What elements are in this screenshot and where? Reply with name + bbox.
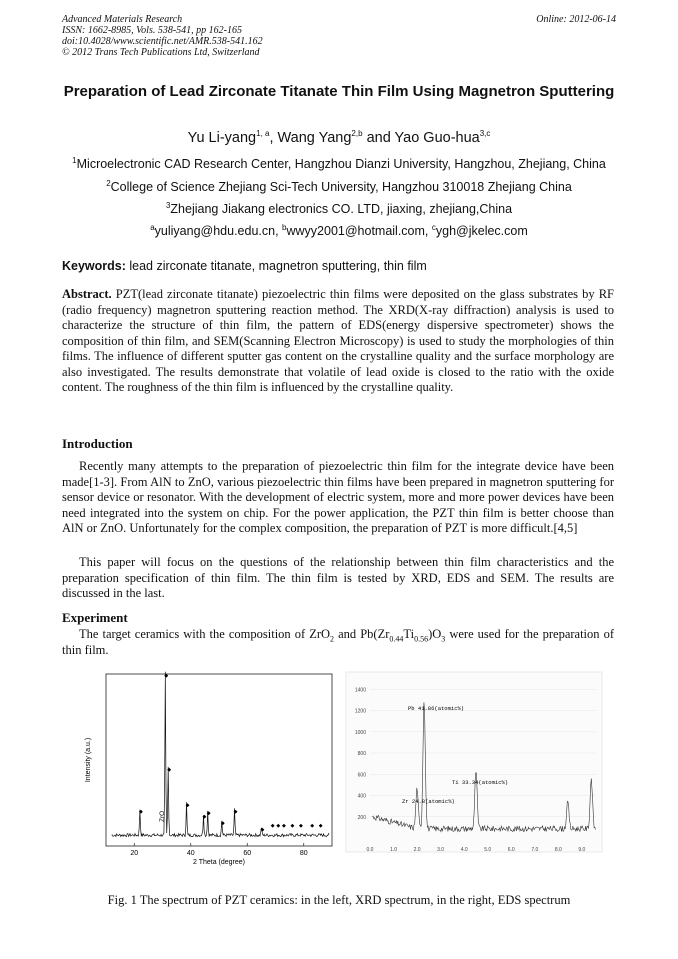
keywords-text: lead zirconate titanate, magnetron sputtering, thin film bbox=[125, 259, 427, 273]
xrd-peak-marker: ◆ bbox=[167, 767, 172, 773]
exp-sub-3: 0.56 bbox=[414, 634, 429, 644]
exp-sub-4: 3 bbox=[441, 634, 446, 644]
keywords bbox=[62, 259, 616, 273]
figure-1 bbox=[84, 670, 604, 870]
author-1-sup: 1, a bbox=[256, 129, 270, 139]
figure-1-caption: Fig. 1 The spectrum of PZT ceramics: in the left, XRD spectrum, in the right, EDS spectrum bbox=[107, 893, 571, 907]
eds-y-tick-label: 200 bbox=[357, 814, 366, 821]
xrd-tick-label: 40 bbox=[186, 850, 195, 857]
exp-text-e: were used for the preparation of thin film. bbox=[62, 627, 615, 657]
online-date: Online: 2012-06-14 bbox=[536, 14, 616, 25]
xrd-spectrum-line bbox=[112, 672, 330, 837]
eds-label-pb: Pb 41.86(atomic%) bbox=[408, 705, 465, 712]
xrd-tick-label: 20 bbox=[130, 850, 139, 857]
eds-x-tick-label: 6.0 bbox=[507, 847, 515, 853]
affiliation-1 bbox=[62, 157, 616, 171]
xrd-panel bbox=[85, 672, 332, 866]
xrd-zro-label: ZrO bbox=[159, 810, 166, 822]
xrd-peak-marker: ◆ bbox=[164, 674, 169, 679]
xrd-peak-marker: ◆ bbox=[290, 824, 295, 830]
xrd-tick-label: 60 bbox=[243, 850, 252, 857]
affiliation-1-sup: 1 bbox=[72, 155, 77, 165]
xrd-peak-marker: ◆ bbox=[260, 827, 265, 833]
affiliation-2-sup: 2 bbox=[106, 178, 111, 188]
author-3: and Yao Guo-hua bbox=[362, 130, 480, 146]
xrd-peak-marker: ◆ bbox=[276, 824, 281, 830]
xrd-x-label: 2 Theta (degree) bbox=[192, 859, 246, 866]
eds-x-tick-label: 9.0 bbox=[578, 847, 586, 853]
xrd-peak-marker: ◆ bbox=[318, 824, 323, 830]
xrd-peak-marker: ◆ bbox=[220, 821, 225, 827]
xrd-peak-marker: ◆ bbox=[206, 811, 211, 817]
xrd-peak-marker: ◆ bbox=[310, 824, 315, 830]
affiliation-1-text: Microelectronic CAD Research Center, Hangzhou Dianzi University, Hangzhou, Zhejiang, China bbox=[76, 157, 606, 171]
journal-header bbox=[62, 14, 616, 58]
eds-y-tick-label: 1400 bbox=[354, 687, 366, 694]
abstract-text: PZT(lead zirconate titanate) piezoelectric thin films were deposited on the glass substrates by RF (radio frequency) magnetron sputtering reaction method. The XRD(X-ray diffraction) analysis is used to characterize the structure of thin film, the pattern of EDS(energy dispersive spectrometer) shows the composition of thin film, and SEM(Scanning Electron Microscopy) is used to study the morphologies of thin films. The influence of different sputter gas content on the crystalline quality and the surface morphology are also investigated. The results demonstrate that volatile of lead oxide is closed to the ratio with the oxide content. The roughness of the thin film is influenced by the crystalline quality. bbox=[62, 287, 614, 394]
copyright: © 2012 Trans Tech Publications Ltd, Switzerland bbox=[62, 47, 260, 58]
author-3-sup: 3,c bbox=[479, 129, 491, 139]
author-emails bbox=[62, 224, 616, 238]
email-b-sup: b bbox=[282, 222, 287, 232]
eds-x-tick-label: 1.0 bbox=[390, 847, 398, 853]
figure-1-graphic bbox=[84, 670, 604, 870]
affiliation-3 bbox=[62, 202, 616, 216]
issn: ISSN: 1662-8985, Vols. 538-541, pp 162-165 bbox=[62, 25, 242, 36]
affiliation-2 bbox=[62, 180, 616, 194]
xrd-peak-marker: ◆ bbox=[233, 810, 238, 816]
eds-x-tick-label: 2.0 bbox=[413, 847, 421, 853]
xrd-peak-marker: ◆ bbox=[138, 810, 143, 816]
keywords-label: Keywords: bbox=[62, 259, 126, 273]
xrd-x-ticks bbox=[130, 843, 307, 857]
affiliation-3-sup: 3 bbox=[165, 200, 171, 210]
exp-text-a: The target ceramics with the composition of ZrO bbox=[79, 627, 331, 641]
eds-x-tick-label: 0.0 bbox=[366, 847, 374, 853]
journal-name: Advanced Materials Research bbox=[62, 14, 183, 25]
experiment-paragraph-1 bbox=[62, 627, 614, 658]
eds-x-tick-label: 4.0 bbox=[460, 847, 468, 853]
email-a[interactable]: yuliyang@hdu.edu.cn, bbox=[154, 224, 283, 238]
eds-label-zr: Zr 24.8(atomic%) bbox=[402, 798, 455, 805]
xrd-y-label: Intensity (a.u.) bbox=[85, 737, 92, 783]
abstract bbox=[62, 287, 614, 396]
author-2: , Wang Yang bbox=[269, 130, 352, 146]
eds-y-tick-label: 800 bbox=[357, 751, 366, 758]
xrd-peak-marker: ◆ bbox=[298, 824, 303, 830]
email-b[interactable]: wwyy2001@hotmail.com, bbox=[286, 224, 432, 238]
exp-text-c: Ti bbox=[403, 627, 415, 641]
email-c-sup: c bbox=[431, 222, 436, 232]
xrd-peak-marker: ◆ bbox=[185, 803, 190, 809]
xrd-peak-marker: ◆ bbox=[270, 824, 275, 830]
xrd-peak-marker: ◆ bbox=[282, 824, 286, 830]
author-list bbox=[62, 130, 616, 146]
eds-y-tick-label: 400 bbox=[357, 793, 366, 800]
exp-text-b: and Pb(Zr bbox=[334, 627, 390, 641]
eds-panel bbox=[346, 672, 602, 853]
eds-y-tick-label: 600 bbox=[357, 772, 366, 779]
introduction-paragraph-1: Recently many attempts to the preparation of piezoelectric thin film for the integrate device have been made[1-3]. From AlN to ZnO, various piezoelectric thin films have been prepared in magnetron sputtering for sensor device or resonator. With the development of electric system, more and more power devices have been need integrated into the system on chip. For the power application, the PZT thin film is better choose than AlN or ZnO. Unfortunately for the complex composition, the preparation of PZT is more difficult.[4,5] bbox=[62, 459, 614, 535]
xrd-tick-label: 80 bbox=[299, 850, 308, 857]
email-c[interactable]: ygh@jkelec.com bbox=[435, 224, 528, 238]
affiliation-3-text: Zhejiang Jiakang electronics CO. LTD, jiaxing, zhejiang,China bbox=[170, 202, 513, 216]
xrd-peak-marker: ◆ bbox=[202, 814, 207, 820]
eds-y-tick-label: 1000 bbox=[354, 729, 366, 736]
experiment-heading: Experiment bbox=[62, 610, 128, 625]
email-a-sup: a bbox=[150, 222, 155, 232]
eds-label-ti: Ti 33.34(atomic%) bbox=[452, 779, 509, 786]
paper-title: Preparation of Lead Zirconate Titanate Thin Film Using Magnetron Sputtering bbox=[63, 83, 615, 100]
eds-x-tick-label: 5.0 bbox=[484, 847, 492, 853]
eds-x-tick-label: 7.0 bbox=[531, 847, 539, 853]
affiliation-2-text: College of Science Zhejiang Sci-Tech University, Hangzhou 310018 Zhejiang China bbox=[110, 180, 572, 194]
author-1: Yu Li-yang bbox=[187, 130, 257, 146]
doi: doi:10.4028/www.scientific.net/AMR.538-541.162 bbox=[62, 36, 263, 47]
introduction-heading: Introduction bbox=[62, 436, 133, 451]
introduction-paragraph-2: This paper will focus on the questions of the relationship between thin film characteristics and the preparation specification of thin film. The thin film is tested by XRD, EDS and SEM. The results are discussed in the last. bbox=[62, 555, 614, 600]
author-2-sup: 2,b bbox=[351, 129, 363, 139]
eds-x-tick-label: 3.0 bbox=[437, 847, 445, 853]
xrd-frame bbox=[106, 674, 332, 846]
exp-sub-1: 2 bbox=[330, 634, 335, 644]
eds-y-tick-label: 1200 bbox=[354, 708, 366, 715]
eds-background bbox=[346, 672, 602, 852]
abstract-label: Abstract. bbox=[62, 287, 112, 301]
exp-sub-2: 0.44 bbox=[389, 634, 404, 644]
exp-text-d: )O bbox=[428, 627, 442, 641]
eds-x-tick-label: 8.0 bbox=[554, 847, 562, 853]
